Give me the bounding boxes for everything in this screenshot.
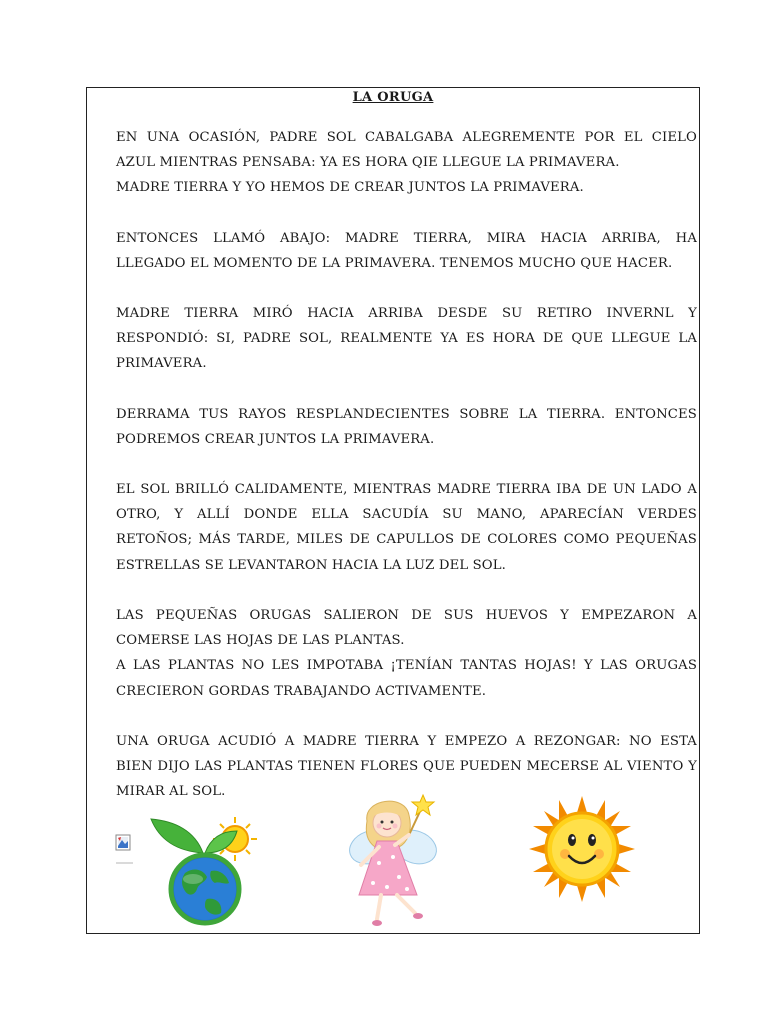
broken-image-icon (115, 834, 133, 864)
text-line: AZUL MIENTRAS PENSABA: YA ES HORA QIE LLEGUE LA PRIMAVERA. (116, 155, 620, 171)
paragraph-1 (116, 125, 697, 201)
text-line: COMERSE LAS HOJAS DE LAS PLANTAS. (116, 633, 405, 649)
paragraph-4 (116, 402, 697, 452)
fairy-icon (337, 791, 449, 933)
text-line: MIRAR AL SOL. (116, 784, 226, 800)
text-line: EL SOL BRILLÓ CALIDAMENTE, MIENTRAS MADRE TIERRA IBA DE UN LADO A (116, 482, 697, 497)
text-line: ESTRELLAS SE LEVANTARON HACIA LA LUZ DEL SOL. (116, 557, 506, 573)
text-line: UNA ORUGA ACUDIÓ A MADRE TIERRA Y EMPEZO A REZONGAR: NO ESTA (116, 734, 697, 749)
text-line: LLEGADO EL MOMENTO DE LA PRIMAVERA. TENEMOS MUCHO QUE HACER. (116, 256, 673, 272)
paragraph-6 (116, 603, 697, 704)
earth-plant-sun-icon (145, 809, 263, 926)
text-line: A LAS PLANTAS NO LES IMPOTABA ¡TENÍAN TANTAS HOJAS! Y LAS ORUGAS (116, 658, 697, 674)
text-line: OTRO, Y ALLÍ DONDE ELLA SACUDÍA SU MANO, APARECÍAN VERDES (116, 507, 697, 523)
paragraph-5 (116, 477, 697, 578)
text-line: RETOÑOS; MÁS TARDE, MILES DE CAPULLOS DE COLORES COMO PEQUEÑAS (116, 532, 697, 548)
text-line: PODREMOS CREAR JUNTOS LA PRIMAVERA. (116, 432, 435, 448)
paragraph-2 (116, 226, 697, 276)
smiling-sun-icon (527, 794, 637, 904)
text-line: CRECIERON GORDAS TRABAJANDO ACTIVAMENTE. (116, 683, 487, 699)
text-line: BIEN DIJO LAS PLANTAS TIENEN FLORES QUE PUEDEN MECERSE AL VIENTO Y (116, 759, 697, 775)
text-line: MADRE TIERRA MIRÓ HACIA ARRIBA DESDE SU RETIRO INVERNL Y (116, 306, 697, 321)
text-line: MADRE TIERRA Y YO HEMOS DE CREAR JUNTOS LA PRIMAVERA. (116, 180, 584, 196)
text-line: EN UNA OCASIÓN, PADRE SOL CABALGABA ALEGREMENTE POR EL CIELO (116, 130, 697, 145)
paragraph-3 (116, 301, 697, 377)
text-line: DERRAMA TUS RAYOS RESPLANDECIENTES SOBRE LA TIERRA. ENTONCES (116, 407, 697, 422)
text-line: LAS PEQUEÑAS ORUGAS SALIERON DE SUS HUEVOS Y EMPEZARON A (116, 608, 697, 623)
text-line: RESPONDIÓ: SI, PADRE SOL, REALMENTE YA ES HORA DE QUE LLEGUE LA (116, 331, 697, 347)
story-title: LA ORUGA (352, 90, 434, 105)
text-line: PRIMAVERA. (116, 356, 207, 372)
text-line: ENTONCES LLAMÓ ABAJO: MADRE TIERRA, MIRA HACIA ARRIBA, HA (116, 231, 697, 246)
page-frame (86, 87, 700, 934)
